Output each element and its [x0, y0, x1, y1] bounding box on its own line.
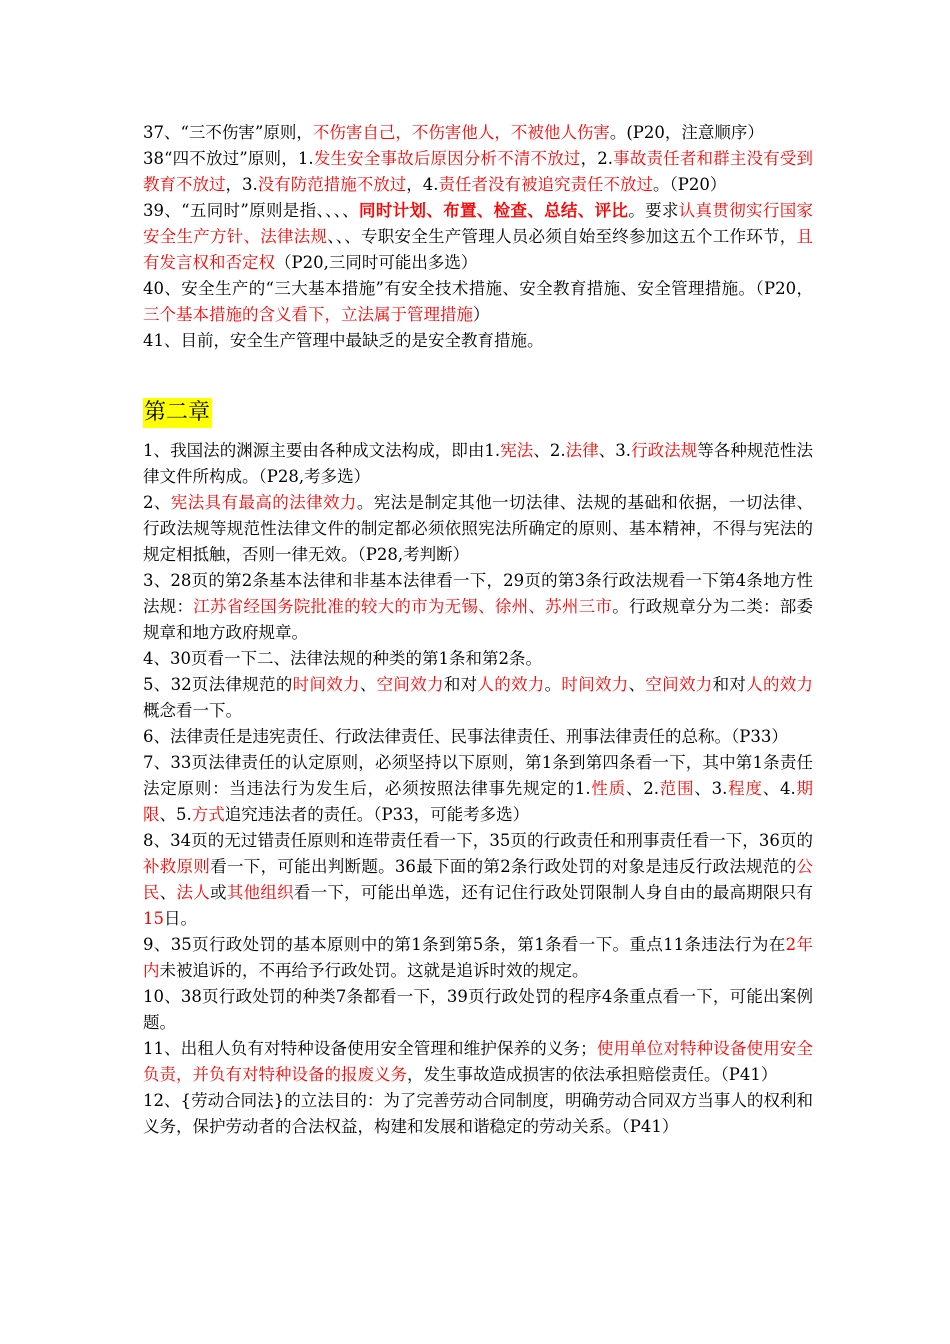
text-run: 3、28页的第2条基本法律和非基本法律看一下，29页的第3条行政法规看一下第4条地方性法规：	[143, 571, 813, 616]
highlighted-text: 法人	[176, 883, 211, 902]
highlighted-text: 空间效力	[645, 675, 713, 694]
text-run: 2、	[143, 493, 171, 512]
highlighted-text: 江苏省经国务院批准的较大的市为无锡、徐州、苏州三市	[193, 597, 613, 616]
highlighted-text: 宪法具有最高的法律效力	[170, 493, 357, 512]
paragraph	[143, 932, 813, 984]
highlighted-text: 2年内	[143, 935, 814, 980]
paragraph	[143, 672, 813, 724]
text-run: 、、、专职安全生产管理人员必须自始至终参加这五个工作环节，	[327, 227, 797, 246]
text-run: ，2.	[580, 149, 613, 168]
text-run: ，3.	[225, 175, 258, 194]
paragraph	[143, 438, 813, 490]
highlighted-text: 时间效力	[292, 675, 360, 694]
highlighted-text: 且有发言权和否定权	[143, 227, 813, 272]
highlighted-text: 不伤害自己，不伤害他人，不被他人伤害	[312, 123, 610, 142]
text-run: 看一下，可能出单选，还有记住行政处罚限制人身自由的最高期限只有	[293, 883, 814, 902]
text-run: 追究违法者的责任。（P33，可能考多选）	[224, 805, 530, 824]
chapter-title: 第二章	[143, 398, 212, 428]
highlighted-text: 宪法	[500, 441, 534, 460]
text-run: 39、“五同时”原则是指、、、、	[143, 201, 360, 220]
text-run: ）	[473, 305, 490, 324]
text-run: 。	[544, 675, 562, 694]
text-run: 4、30页看一下二、法律法规的种类的第1条和第2条。	[143, 649, 542, 668]
highlighted-text: 责任者没有被追究责任不放过	[438, 175, 653, 194]
text-run: 8、34页的无过错责任原则和连带责任看一下，35页的行政责任和刑事责任看一下，36页的	[143, 831, 813, 850]
highlighted-text: 方式	[191, 805, 225, 824]
text-run: 等各种规范性法律文件所构成。（P28,考多选）	[143, 441, 814, 486]
paragraph	[143, 750, 813, 828]
text-run: ，4.	[406, 175, 439, 194]
chapter-heading-wrap	[143, 354, 813, 438]
highlighted-text: 认真贯彻实行国家安全生产方针、法律法规	[143, 201, 814, 246]
highlighted-text: 使用单位对特种设备使用安全负责，并负有对特种设备的报废义务	[143, 1039, 814, 1084]
text-run: 7、33页法律责任的认定原则，必须坚持以下原则，第1条到第四条看一下，其中第1条责任法定原则：当违法行为发生后，必须按照法律事先规定的1.	[143, 753, 813, 798]
highlighted-text: 行政法规	[631, 441, 698, 460]
highlighted-text: 人的效力	[477, 675, 545, 694]
text-run: 10、38页行政处罚的种类7条都看一下，39页行政处罚的程序4条重点看一下，可能出案例题。	[143, 987, 813, 1032]
highlighted-text: 事故责任者和群主没有受到教育不放过	[143, 149, 814, 194]
paragraph	[143, 568, 813, 646]
text-run: 。(P20，注意顺序）	[609, 123, 764, 142]
highlighted-text: 程度	[727, 779, 763, 798]
text-run: 37、“三不伤害”原则，	[143, 123, 313, 142]
highlighted-text: 人的效力	[746, 675, 814, 694]
paragraph	[143, 328, 813, 354]
text-run: 、	[628, 675, 646, 694]
text-run: （P20,三同时可能出多选）	[275, 253, 478, 272]
highlighted-text: 没有防范措施不放过	[257, 175, 407, 194]
highlighted-text: 时间效力	[561, 675, 629, 694]
text-run: 1、我国法的渊源主要由各种成文法构成，即由1.	[143, 441, 501, 460]
text-run: 未被追诉的，不再给予行政处罚。这就是追诉时效的规定。	[159, 961, 589, 980]
paragraph	[143, 198, 813, 276]
text-run: 和对	[443, 675, 478, 694]
section-one	[143, 120, 813, 354]
text-run: 、	[359, 675, 377, 694]
paragraph	[143, 490, 813, 568]
highlighted-text: 其他组织	[226, 883, 294, 902]
text-run: 、2.	[626, 779, 660, 798]
paragraph	[143, 276, 813, 328]
text-run: 和对	[712, 675, 747, 694]
text-run: 概念看一下。	[143, 701, 242, 720]
text-run: 或	[210, 883, 227, 902]
text-run: 、3.	[694, 779, 728, 798]
highlighted-text: 发生安全事故后原因分析不清不放过	[313, 149, 581, 168]
text-run: 看一下，可能出判断题。36最下面的第2条行政处罚的对象是违反行政法规范的	[210, 857, 797, 876]
text-run: ，发生事故造成损害的依法承担赔偿责任。（P41）	[407, 1065, 778, 1084]
text-run: 38“四不放过”原则，1.	[143, 149, 314, 168]
paragraph	[143, 984, 813, 1036]
paragraph	[143, 1088, 813, 1140]
text-run: 6、法律责任是违宪责任、行政法律责任、民事法律责任、刑事法律责任的总称。（P33）	[143, 727, 788, 746]
highlighted-text: 公民	[143, 857, 814, 902]
text-run: 、2.	[533, 441, 566, 460]
paragraph	[143, 828, 813, 932]
paragraph	[143, 120, 813, 146]
text-run: 12、{劳动合同法}的立法目的：为了完善劳动合同制度，明确劳动合同双方当事人的权利和义务，保护劳动者的合法权益，构建和发展和谐稳定的劳动关系。（P41）	[143, 1091, 813, 1136]
highlighted-text: 期限	[143, 779, 814, 824]
highlighted-text: 三个基本措施的含义看下，立法属于管理措施	[143, 305, 473, 324]
text-run: 40、安全生产的“三大基本措施”有安全技术措施、安全教育措施、安全管理措施。（P20，	[143, 279, 813, 298]
text-run: 。行政规章分为二类：部委规章和地方政府规章。	[143, 597, 814, 642]
paragraph	[143, 146, 813, 198]
text-run: 5、32页法律规范的	[143, 675, 293, 694]
text-run: 、5.	[159, 805, 192, 824]
highlighted-text: 空间效力	[376, 675, 444, 694]
text-run: 9、35页行政处罚的基本原则中的第1条到第5条，第1条看一下。重点11条违法行为在	[143, 935, 786, 954]
highlighted-text: 性质	[590, 779, 626, 798]
text-run: 。（P20）	[653, 175, 727, 194]
section-two	[143, 438, 813, 1140]
paragraph	[143, 724, 813, 750]
paragraph	[143, 646, 813, 672]
text-run: 、	[159, 883, 177, 902]
highlighted-text: 同时计划、布置、检查、总结、评比	[359, 201, 629, 220]
highlighted-text: 法律	[565, 441, 599, 460]
text-run: 11、出租人负有对特种设备使用安全管理和维护保养的义务；	[143, 1039, 597, 1058]
highlighted-text: 15	[143, 909, 164, 928]
text-run: 。宪法是制定其他一切法律、法规的基础和依据，一切法律、行政法规等规范性法律文件的制定都必须依照宪法所确定的原则、基本精神，不得与宪法的规定相抵触，否则一律无效。（P28,考判断）	[143, 493, 814, 564]
text-run: 41、目前，安全生产管理中最缺乏的是安全教育措施。	[143, 331, 544, 350]
document-page	[143, 120, 813, 1140]
text-run: 、3.	[598, 441, 632, 460]
highlighted-text: 范围	[659, 779, 695, 798]
text-run: 日。	[164, 909, 197, 928]
paragraph	[143, 1036, 813, 1088]
highlighted-text: 补救原则	[143, 857, 211, 876]
text-run: 、4.	[762, 779, 796, 798]
text-run: 。要求	[628, 201, 679, 220]
